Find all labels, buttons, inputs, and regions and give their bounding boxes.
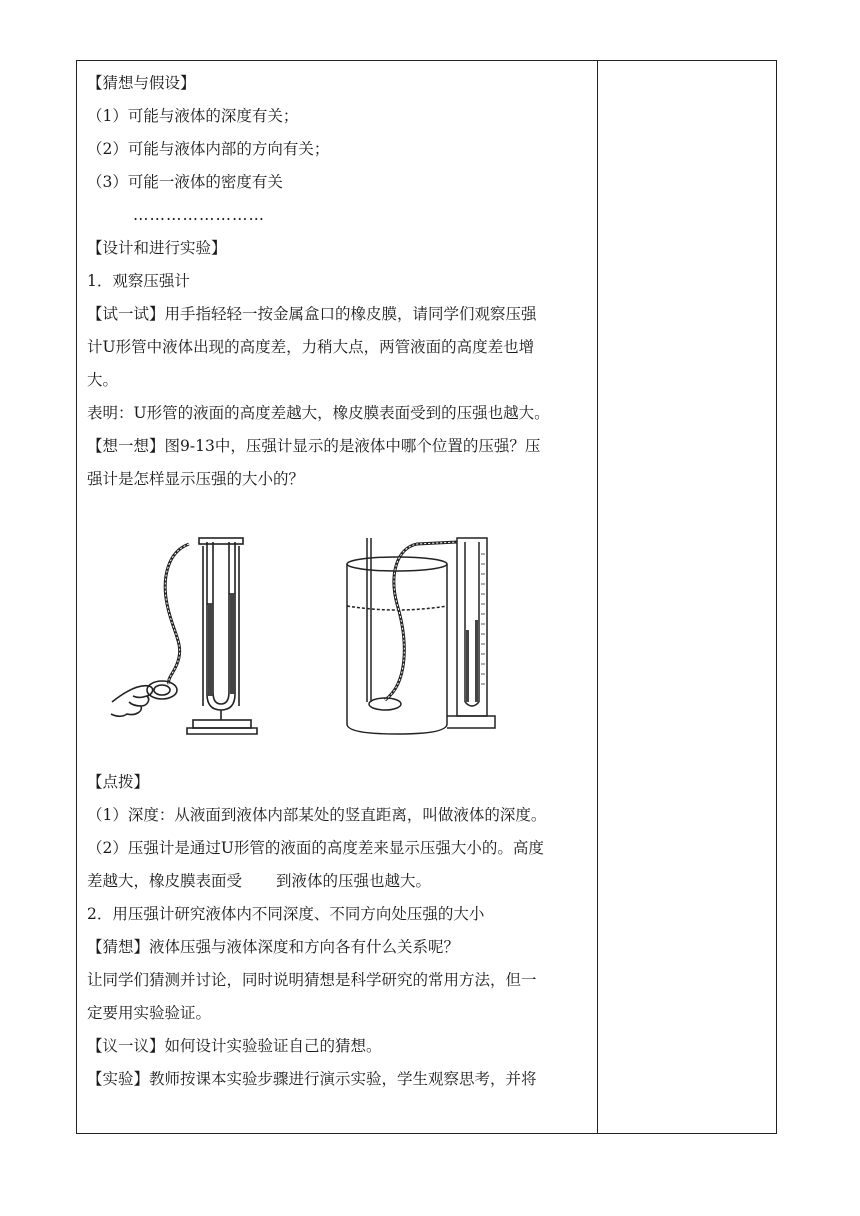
section-heading: 【设计和进行实验】: [87, 239, 227, 257]
text-line: （1）深度：从液面到液体内部某处的竖直距离，叫做液体的深度。: [87, 806, 547, 824]
fill-blank-after: 到液体的压强也越大。: [276, 872, 432, 890]
text-line: 大。: [87, 371, 119, 389]
text-line: （3）可能一液体的密度有关: [87, 173, 283, 191]
lesson-table: [76, 60, 777, 1134]
text-line: （2）可能与液体内部的方向有关；: [87, 140, 330, 158]
text-line: 强计是怎样显示压强的大小的？: [87, 470, 305, 488]
text-line: 【试一试】用手指轻轻一按金属盒口的橡皮膜，请同学们观察压强: [87, 305, 537, 323]
text-line: 1．观察压强计: [87, 272, 190, 290]
fill-blank-before: 差越大，橡皮膜表面受: [87, 872, 243, 890]
text-line: 【猜想与假设】: [87, 74, 196, 92]
text-line: 让同学们猜测并讨论，同时说明猜想是科学研究的常用方法，但一: [87, 971, 537, 989]
section-heading: 【点拨】: [87, 773, 150, 791]
ellipsis-line: ……………………: [133, 206, 265, 224]
text-line: （1）可能与液体的深度有关；: [87, 107, 299, 125]
text-line: 2．用压强计研究液体内不同深度、不同方向处压强的大小: [87, 905, 485, 923]
text-line: 表明：U形管的液面的高度差越大，橡皮膜表面受到的压强也越大。: [87, 404, 550, 422]
text-line: （2）压强计是通过U形管的液面的高度差来显示压强大小的。高度: [87, 839, 544, 857]
text-line: 【想一想】图9-13中，压强计显示的是液体中哪个位置的压强？压: [87, 437, 541, 455]
text-line: 计U形管中液体出现的高度差，力稍大点，两管液面的高度差也增: [87, 338, 535, 356]
text-line: 【猜想】液体压强与液体深度和方向各有什么关系呢？: [87, 938, 460, 956]
lesson-content: [87, 67, 593, 1096]
text-line: 【议一议】如何设计实验验证自己的猜想。: [87, 1037, 382, 1055]
figure-area: [87, 496, 593, 766]
text-line: 【实验】教师按课本实验步骤进行演示实验，学生观察思考，并将: [87, 1070, 537, 1088]
text-line: 定要用实验验证。: [87, 1004, 212, 1022]
beaker-pressure-gauge-figure: [337, 534, 517, 744]
column-divider: [597, 61, 598, 1133]
fill-blank-line: [87, 865, 593, 898]
u-tube-manometer-figure: [107, 534, 277, 744]
